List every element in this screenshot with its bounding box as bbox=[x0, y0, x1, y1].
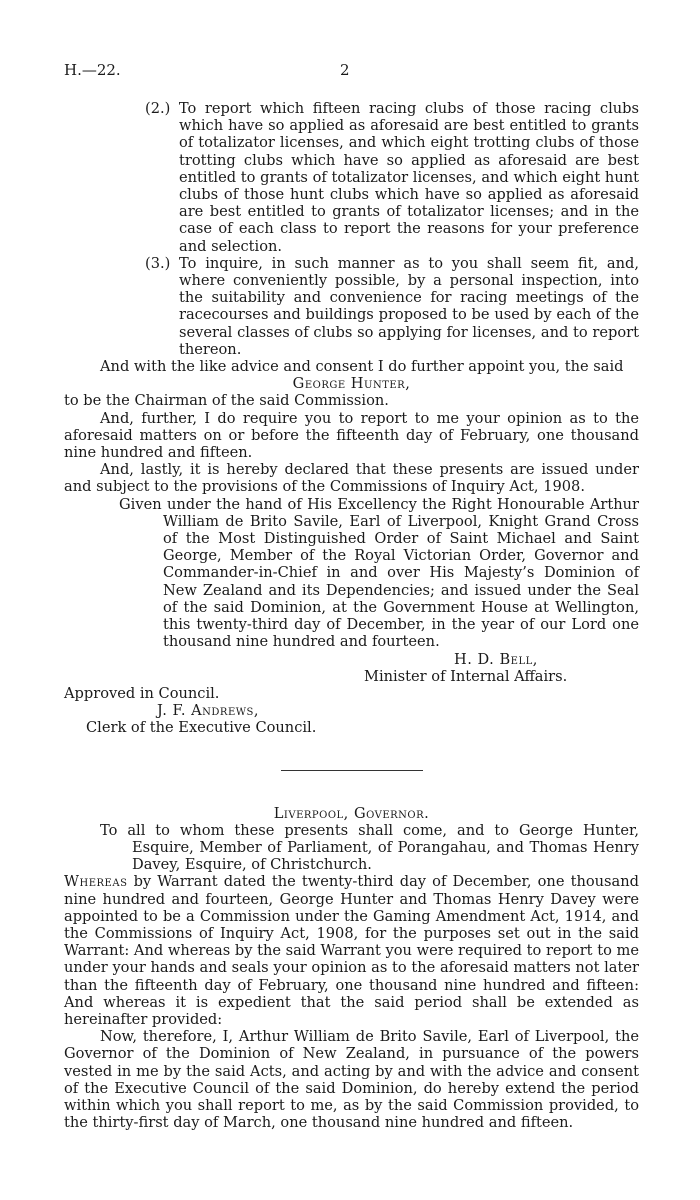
extension-paragraph: Now, therefore, I, Arthur William de Brito Savile, Earl of Liverpool, the Governor of the Dominion of New Zealand, in pursuance of the powers vested in me by the said Acts, and acting by and with the advice and consent of the Executive Council of the said Dominion, do hereby extend the period within which you shall report to me, as by the said Commission provided, to the thirty-first day of March, one thousand nine hundred and fifteen. bbox=[64, 1028, 639, 1132]
governor-heading: Liverpool, Governor. bbox=[273, 804, 430, 822]
whereas-paragraph bbox=[64, 873, 639, 1028]
chairman-name: George Hunter, bbox=[292, 375, 411, 393]
clerk-title: Clerk of the Executive Council. bbox=[86, 719, 317, 737]
page-body bbox=[64, 100, 639, 1131]
chairman-role: to be the Chairman of the said Commission. bbox=[64, 392, 389, 410]
section-divider bbox=[281, 770, 423, 771]
page-number: 2 bbox=[340, 61, 350, 79]
signatory-name: H. D. Bell, bbox=[454, 650, 538, 668]
declaration-paragraph: And, lastly, it is hereby declared that these presents are issued under and subject to the provisions of the Commissions of Inquiry Act, 1908. bbox=[64, 461, 639, 496]
approved-in-council: Approved in Council. bbox=[64, 684, 220, 702]
appointment-paragraph: And with the like advice and consent I do further appoint you, the said bbox=[100, 358, 624, 376]
clause-3: (3.) To inquire, in such manner as to you shall seem fit, and, where conveniently possible, by a personal inspection, into the suitability and convenience for racing meetings of the racecourses and buildings proposed to be used by each of the several classes of clubs so applying for licenses, and to report thereon. bbox=[145, 254, 639, 358]
report-requirement-paragraph: And, further, I do require you to report to me your opinion as to the aforesaid matters on or before the fifteenth day of February, one thousand nine hundred and fifteen. bbox=[64, 409, 639, 462]
whereas-lead: Whereas bbox=[64, 873, 128, 891]
clerk-name: J. F. Andrews, bbox=[157, 702, 260, 720]
given-under-hand-paragraph: Given under the hand of His Excellency the Right Honourable Arthur William de Brito Savile, Earl of Liverpool, Knight Grand Cross of the Most Distinguished Order of Saint Michael and Saint George, Member of the Royal Victorian Order, Governor and Commander-in-Chief in and over His Majesty’s Dominion of New Zealand and its Dependencies; and issued under the Seal of the said Dominion, at the Government House at Wellington, this twenty-third day of December, in the year of our Lord one thousand nine hundred and fourteen. bbox=[119, 495, 639, 651]
clause-2: (2.) To report which fifteen racing clubs of those racing clubs which have so applied as aforesaid are best entitled to grants of totalizator licenses, and which eight trotting clubs of those trotting clubs which have so applied as aforesaid are best entitled to grants of totalizator licenses, and which eight hunt clubs of those hunt clubs which have so applied as aforesaid are best entitled to grants of totalizator licenses; and in the case of each class to report the reasons for your preference and selection. bbox=[145, 100, 639, 255]
whereas-text: by Warrant dated the twenty-third day of December, one thousand nine hundred and fourteen, George Hunter and Thomas Henry Davey were appointed to be a Commission under the Gaming Amendment Act, 1914, and the Commissions of Inquiry Act, 1908, for the purposes set out in the said Warrant: And whereas by the said Warrant you were required to report to me under your hands and seals your opinion as to the aforesaid matters not later than the fifteenth day of February, one thousand nine hundred and fifteen: And whereas it is expedient that the said period shall be extended as hereinafter provided: bbox=[64, 873, 639, 1028]
document-reference: H.—22. bbox=[64, 61, 121, 79]
address-paragraph: To all to whom these presents shall come, and to George Hunter, Esquire, Member of Parliament, of Porangahau, and Thomas Henry Davey, Esquire, of Christchurch. bbox=[100, 821, 639, 874]
signatory-title: Minister of Internal Affairs. bbox=[364, 667, 568, 685]
